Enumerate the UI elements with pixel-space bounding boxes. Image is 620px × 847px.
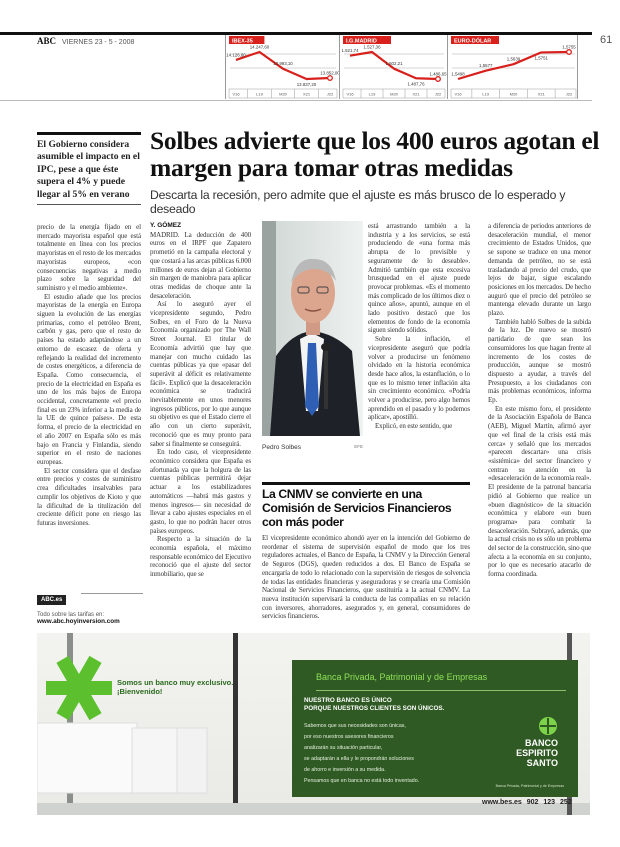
day-tick-label: M20: [509, 91, 518, 97]
paragraph: En este mismo foro, el presidente de la Asociación Española de Banca (AEB), Miguel Martín, afirmó ayer que «el final de la crisis está más cerca» y señaló que los mercados «parecen descartar» una crisis «sistémica» del sector financiero y centran su atención en la «desaceleración de la economía real». El presidente de la patronal bancaria pidió al Gobierno que realice un «buen diagnóstico» de la situación económica y elabore «un buen programa» para combatir la desaceleración. Subrayó, además, que la actual crisis no es sólo un problema del sector de la construcción, sino que afecta a la economía en su conjunto, por lo que es necesario atacarlo de forma coordinada.: [488, 404, 591, 579]
promo-rule: [81, 593, 143, 594]
box-rule: [262, 482, 470, 485]
page-number: 61: [600, 34, 613, 46]
body-line: por eso nuestros asesores financieros: [304, 734, 394, 740]
byline: Y. GÓMEZ: [150, 222, 182, 229]
paragraph: En todo caso, el vicepresidente económico considera que España es afortunada ya que la holgura de las cuentas públicas permitirá dejar actuar a los estabilizadores automáticos —habrá más gastos y menos ingresos— sin necesidad de llevar a cabo ajustes especiales en el gasto, lo que no podrán hacer otros países europeos.: [150, 448, 251, 535]
paragraph: El sector considera que el desfase entre precios y costes de suministro crea dificultades insalvables para cumplir los objetivos de Kioto y que la dificultad de la titulización del creciente déficit pone en riesgo las futuras inversiones.: [37, 466, 141, 527]
paragraph: El estudio añade que los precios mayoristas de la energía en Europa siguen la evolución de las energías primarias, como el petróleo Brent, carbón y gas, pero que el resto de países ha estado adaptándose a un entorno de escasez de oferta y reflejando la realidad del incremento de costes energéticos, a diferencia de España. Como consecuencia, el precio de la electricidad en España es uno de los más bajos de Europa occidental, concretamente «el precio final es un 23% inferior a la media de la UE de quince países». De esta forma, el precio de la electricidad en el año 2007 en España sólo es más bajo en Francia y Finlandia, siendo superior en el resto de naciones europeas.: [37, 292, 141, 466]
paragraph: precio de la energía fijado en el mercado mayorista español que está totalmente en línea con los precios mayoristas en el resto de los mercados mayoristas europeos, «con consecuencias negativas a medio plazo sobre la seguridad del suministro y el medio ambiente».: [37, 223, 141, 292]
promo-link[interactable]: www.abc.hoyinversion.com: [37, 618, 120, 625]
body-line: Pensamos que en banca no está todo inventado.: [304, 778, 420, 784]
day-tick-label: M20: [390, 91, 398, 97]
paragraph: También habló Solbes de la subida de la luz. De nuevo se mostró partidario de que sean los consumidores los que hagan frente al incremento de los costes de producción, aunque se mostró dispuesto a ayudar, a través del Presupuesto, a los ciudadanos con más problemas económicos, informa Ep.: [488, 317, 591, 405]
issue-date: VIERNES 23 - 5 - 2008: [62, 39, 135, 46]
paragraph: está arrastrando también a la industria y a los servicios, se está produciendo de «una forma más abrupta de lo previsible y seguramente de lo deseable». Admitió también que esta excesiva brusquedad en el ajuste puede provocar problemas. «Es el momento más complicado de los últimos diez o quince años», apuntó, aunque en el lado positivo destacó que los elementos de fondo de la economía siguen siendo sólidos.: [368, 222, 470, 335]
data-label: 14.126,80: [226, 52, 246, 58]
ad-green-panel: [292, 660, 578, 797]
market-chart-eurodolar: [447, 35, 578, 99]
box-body: [262, 534, 470, 621]
data-label: 1.521,74: [341, 48, 359, 54]
paragraph: a diferencia de periodos anteriores de desaceleración mundial, el menor crecimiento de Estados Unidos, que se supone se traduce en una menor demanda de petróleo, no se está trasladando al precio del crudo, que lejos de bajar, sigue escalando posiciones en los mercados. De hecho auguró que el precio del petróleo se mantenga elevado durante un largo plazo.: [488, 222, 591, 318]
day-tick-label: X21: [412, 91, 420, 97]
data-label: 13.837,20: [296, 82, 317, 87]
paragraph: Respecto a la situación de la economía española, el máximo responsable económico del Ejecutivo reconoció que el ajuste del sector inmobiliario, que se: [150, 535, 251, 579]
bes-logo-icon: [538, 716, 558, 736]
data-label: 1.487,76: [407, 81, 425, 87]
brand-line: ESPIRITO: [516, 748, 558, 758]
article-column-4: [488, 222, 591, 579]
sidebar-summary: El Gobierno considera asumible el impacto en el IPC, pese a que éste supera el 4% y puede llegar al 5% en verano: [37, 139, 140, 200]
caption-text: Pedro Solbes: [262, 444, 302, 451]
chart-title: EURO-DÓLAR: [454, 38, 492, 45]
data-label: 1,5639: [506, 56, 521, 62]
body-line: de ahorro e inversión a su medida.: [304, 767, 386, 773]
day-tick-label: X21: [302, 91, 311, 97]
body-line: Sabemos que sus necesidades son únicas,: [304, 723, 406, 729]
masthead: ABC: [37, 36, 57, 46]
sidebar-rule: [37, 132, 141, 135]
ad-panel-title: Banca Privada, Patrimonial y de Empresas: [316, 672, 488, 682]
headline: Solbes advierte que los 400 euros agotan el margen para tomar otras medidas: [150, 126, 600, 182]
market-chart-igmadrid: [339, 35, 447, 99]
data-label: 1,5577: [479, 63, 493, 69]
day-tick-label: V16: [346, 91, 354, 97]
data-label: 1.527,36: [363, 44, 381, 50]
brand-line: SANTO: [526, 758, 558, 768]
photo-pedro-solbes: [262, 221, 363, 436]
heading-line: PORQUE NUESTROS CLIENTES SON ÚNICOS.: [304, 705, 445, 712]
day-tick-label: M20: [279, 91, 287, 97]
article-column-2: [150, 222, 251, 579]
sidebar-rule-bottom: [37, 204, 141, 205]
day-tick-label: J22: [434, 91, 442, 97]
last-point-marker: [436, 77, 441, 82]
data-label: 1.486,65: [429, 71, 447, 77]
tagline-line: Somos un banco muy exclusivo.: [117, 678, 234, 687]
abc-es-promo: [37, 588, 147, 625]
tagline-line: ¡Bienvenido!: [117, 687, 163, 696]
data-label: 1,5498: [451, 71, 465, 77]
photo-caption: [262, 444, 363, 451]
photo-credit: EFE: [354, 444, 363, 449]
data-label: 1.502,21: [385, 61, 403, 67]
paragraph: MADRID. La deducción de 400 euros en el IRPF que Zapatero prometió en la campaña electoral y que costará a las arcas públicas 6.000 millones de euros dejan al Gobierno sin margen de maniobra para aplicar otras medidas de choque ante la desaceleración.: [150, 230, 251, 300]
day-tick-label: L19: [482, 91, 490, 97]
paragraph: Explicó, en este sentido, que: [375, 422, 453, 431]
ad-brand-name: [516, 738, 558, 768]
article-column-3: [368, 222, 470, 431]
last-point-marker: [567, 50, 572, 55]
day-tick-label: L19: [256, 91, 263, 97]
data-label: 1,5755: [562, 44, 576, 50]
sidebar: [37, 132, 143, 205]
day-tick-label: J22: [326, 91, 334, 97]
data-label: 14.247,60: [249, 44, 270, 50]
abc-es-logo: ABC.es: [37, 595, 66, 605]
paragraph: El vicepresidente económico ahondó ayer en la intención del Gobierno de reordenar el sistema de supervisión español de modo que los tres reguladores actuales, el Banco de España, la CNMV y la Dirección General de Seguros (DGS), queden reducidos a dos. El Banco de España se encargaría de todo lo relacionado con la supervisión de riesgos de solvencia de todas las entidades financieras y aseguradoras y se crearía una Comisión Nacional de Servicios Financieros, que sustituiría a la actual CNMV. La nueva institución supervisará la conducta de las compañías en su relación con inversores, ahorradores, asegurados y, en general, consumidores de servicios financieros.: [262, 534, 470, 621]
article-head: [150, 127, 600, 216]
ad-url[interactable]: www.bes.es: [482, 799, 522, 806]
day-tick-label: J22: [565, 91, 573, 97]
ad-brand-sub: Banca Privada, Patrimonial y de Empresas: [495, 784, 564, 788]
data-label: 13.852,00: [320, 70, 340, 76]
ad-phone: 902 123 252: [526, 799, 572, 806]
subheadline: Descarta la recesión, pero admite que el ajuste es más brusco de lo esperado y deseado: [150, 188, 566, 216]
body-line: se adaptarán a ella y le propondrán soluciones: [304, 756, 414, 762]
page-header: [37, 36, 134, 46]
ad-contact: [482, 799, 572, 806]
last-point-marker: [328, 76, 333, 81]
brand-line: BANCO: [525, 738, 558, 748]
chart-title: IBEX-35: [232, 38, 253, 45]
article-column-1: [37, 223, 141, 528]
body-line: analizarán su situación particular,: [304, 745, 383, 751]
advertisement-banco-espirito-santo[interactable]: [37, 633, 590, 815]
header-divider: [0, 100, 592, 101]
cnmv-box: [262, 482, 470, 621]
paragraph: Así lo aseguró ayer el vicepresidente segundo, Pedro Solbes, en el Foro de la Nueva Economía organizado por The Wall Street Journal. El titular de Economía advirtió que hay que manejar con mucho cuidado las cuentas públicas ya que «pasar del superávit al déficit es relativamente fácil». Explicó que la desaceleración económica se traducirá inevitablemente en unos menores ingresos públicos, por lo que aunque su objetivo es que el Estado cierre el año con un cierto superávit, reconoció que es muy pronto para saber si finalmente se conseguirá.: [150, 300, 251, 448]
market-chart-ibex: [225, 35, 339, 99]
day-tick-label: V16: [454, 91, 462, 97]
chart-title: I.G.MADRID: [346, 38, 377, 45]
day-tick-label: X21: [537, 91, 545, 97]
heading-line: NUESTRO BANCO ES ÚNICO: [304, 697, 392, 704]
data-label: 1,5751: [534, 55, 548, 61]
ad-panel-heading: [304, 697, 444, 713]
green-asterisk-logo: [46, 656, 112, 720]
data-label: 13.993,10: [273, 61, 293, 67]
paragraph: Sobre la inflación, el vicepresidente aseguró que podría volver a producirse un fenómeno olvidado en la historia económica desde hace años, la estanflación, o lo que es lo mismo tener inflación alta sin crecimiento económico. «Podría volver a producirse, pero algo hemos aprendido en el pasado y lo podemos aplicar», apostilló.: [368, 335, 470, 422]
promo-text: Todo sobre las tarifas en:: [37, 612, 105, 618]
ad-panel-rule: [316, 690, 566, 691]
box-headline: La CNMV se convierte en una Comisión de Servicios Financieros con más poder: [262, 487, 452, 529]
day-tick-label: L19: [368, 91, 376, 97]
day-tick-label: V16: [232, 91, 240, 97]
ad-panel-body: [304, 721, 419, 787]
ad-tagline: [117, 678, 233, 696]
